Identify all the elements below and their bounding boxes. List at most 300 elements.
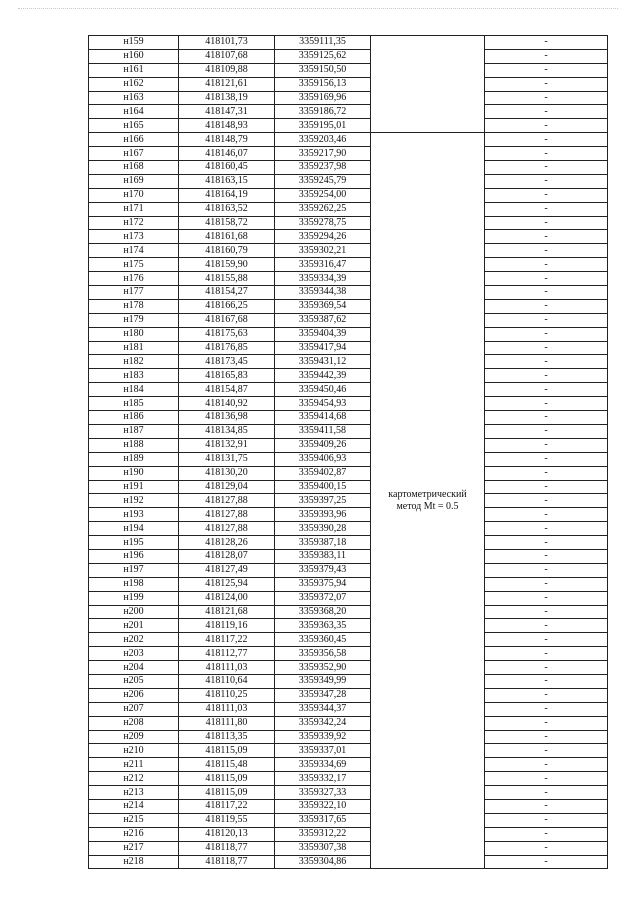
point-name-cell: н169 — [89, 174, 179, 188]
x-coordinate-cell: 418166,25 — [179, 299, 275, 313]
x-coordinate-cell: 418175,63 — [179, 327, 275, 341]
point-name-cell: н217 — [89, 841, 179, 855]
point-name-cell: н190 — [89, 466, 179, 480]
point-name-cell: н175 — [89, 258, 179, 272]
y-coordinate-cell: 3359387,62 — [275, 313, 371, 327]
table-row — [89, 36, 608, 50]
x-coordinate-cell: 418127,88 — [179, 494, 275, 508]
table-row — [89, 91, 608, 105]
y-coordinate-cell: 3359379,43 — [275, 563, 371, 577]
table-row — [89, 827, 608, 841]
y-coordinate-cell: 3359334,69 — [275, 758, 371, 772]
y-coordinate-cell: 3359409,26 — [275, 438, 371, 452]
x-coordinate-cell: 418120,13 — [179, 827, 275, 841]
table-row — [89, 730, 608, 744]
point-name-cell: н167 — [89, 147, 179, 161]
y-coordinate-cell: 3359316,47 — [275, 258, 371, 272]
table-row — [89, 647, 608, 661]
accuracy-dash-cell: - — [485, 244, 608, 258]
y-coordinate-cell: 3359302,21 — [275, 244, 371, 258]
accuracy-dash-cell: - — [485, 411, 608, 425]
accuracy-dash-cell: - — [485, 758, 608, 772]
table-row — [89, 438, 608, 452]
accuracy-dash-cell: - — [485, 258, 608, 272]
x-coordinate-cell: 418163,52 — [179, 202, 275, 216]
point-name-cell: н185 — [89, 397, 179, 411]
table-row — [89, 494, 608, 508]
y-coordinate-cell: 3359307,38 — [275, 841, 371, 855]
point-name-cell: н177 — [89, 286, 179, 300]
point-name-cell: н178 — [89, 299, 179, 313]
point-name-cell: н159 — [89, 36, 179, 50]
point-name-cell: н163 — [89, 91, 179, 105]
x-coordinate-cell: 418160,79 — [179, 244, 275, 258]
accuracy-dash-cell: - — [485, 216, 608, 230]
table-row — [89, 563, 608, 577]
x-coordinate-cell: 418147,31 — [179, 105, 275, 119]
x-coordinate-cell: 418165,83 — [179, 369, 275, 383]
point-name-cell: н186 — [89, 411, 179, 425]
table-row — [89, 716, 608, 730]
accuracy-dash-cell: - — [485, 299, 608, 313]
point-name-cell: н202 — [89, 633, 179, 647]
x-coordinate-cell: 418140,92 — [179, 397, 275, 411]
point-name-cell: н215 — [89, 813, 179, 827]
table-row — [89, 411, 608, 425]
y-coordinate-cell: 3359442,39 — [275, 369, 371, 383]
point-name-cell: н214 — [89, 799, 179, 813]
point-name-cell: н200 — [89, 605, 179, 619]
point-name-cell: н164 — [89, 105, 179, 119]
x-coordinate-cell: 418155,88 — [179, 272, 275, 286]
scan-artifact-line — [18, 8, 618, 13]
y-coordinate-cell: 3359369,54 — [275, 299, 371, 313]
coordinates-table-body — [89, 36, 608, 869]
accuracy-dash-cell: - — [485, 452, 608, 466]
table-row — [89, 216, 608, 230]
accuracy-dash-cell: - — [485, 133, 608, 147]
y-coordinate-cell: 3359400,15 — [275, 480, 371, 494]
table-row — [89, 174, 608, 188]
table-row — [89, 758, 608, 772]
y-coordinate-cell: 3359411,58 — [275, 424, 371, 438]
y-coordinate-cell: 3359393,96 — [275, 508, 371, 522]
table-row — [89, 841, 608, 855]
x-coordinate-cell: 418115,48 — [179, 758, 275, 772]
x-coordinate-cell: 418115,09 — [179, 744, 275, 758]
accuracy-dash-cell: - — [485, 772, 608, 786]
x-coordinate-cell: 418111,03 — [179, 702, 275, 716]
x-coordinate-cell: 418131,75 — [179, 452, 275, 466]
accuracy-dash-cell: - — [485, 855, 608, 869]
point-name-cell: н208 — [89, 716, 179, 730]
accuracy-dash-cell: - — [485, 813, 608, 827]
accuracy-dash-cell: - — [485, 36, 608, 50]
accuracy-dash-cell: - — [485, 161, 608, 175]
y-coordinate-cell: 3359322,10 — [275, 799, 371, 813]
accuracy-dash-cell: - — [485, 424, 608, 438]
accuracy-dash-cell: - — [485, 549, 608, 563]
x-coordinate-cell: 418107,68 — [179, 49, 275, 63]
point-name-cell: н183 — [89, 369, 179, 383]
y-coordinate-cell: 3359349,99 — [275, 674, 371, 688]
table-row — [89, 633, 608, 647]
accuracy-dash-cell: - — [485, 77, 608, 91]
point-name-cell: н197 — [89, 563, 179, 577]
x-coordinate-cell: 418154,87 — [179, 383, 275, 397]
accuracy-dash-cell: - — [485, 786, 608, 800]
point-name-cell: н213 — [89, 786, 179, 800]
y-coordinate-cell: 3359156,13 — [275, 77, 371, 91]
accuracy-dash-cell: - — [485, 494, 608, 508]
table-row — [89, 161, 608, 175]
accuracy-dash-cell: - — [485, 202, 608, 216]
x-coordinate-cell: 418159,90 — [179, 258, 275, 272]
table-row — [89, 272, 608, 286]
table-row — [89, 591, 608, 605]
y-coordinate-cell: 3359347,28 — [275, 688, 371, 702]
point-name-cell: н189 — [89, 452, 179, 466]
point-name-cell: н210 — [89, 744, 179, 758]
point-name-cell: н201 — [89, 619, 179, 633]
accuracy-dash-cell: - — [485, 174, 608, 188]
accuracy-dash-cell: - — [485, 605, 608, 619]
table-row — [89, 313, 608, 327]
x-coordinate-cell: 418128,07 — [179, 549, 275, 563]
accuracy-dash-cell: - — [485, 438, 608, 452]
x-coordinate-cell: 418119,55 — [179, 813, 275, 827]
y-coordinate-cell: 3359254,00 — [275, 188, 371, 202]
table-row — [89, 133, 608, 147]
y-coordinate-cell: 3359390,28 — [275, 522, 371, 536]
y-coordinate-cell: 3359342,24 — [275, 716, 371, 730]
y-coordinate-cell: 3359337,01 — [275, 744, 371, 758]
x-coordinate-cell: 418136,98 — [179, 411, 275, 425]
table-row — [89, 661, 608, 675]
y-coordinate-cell: 3359387,18 — [275, 536, 371, 550]
y-coordinate-cell: 3359262,25 — [275, 202, 371, 216]
x-coordinate-cell: 418118,77 — [179, 841, 275, 855]
point-name-cell: н192 — [89, 494, 179, 508]
point-name-cell: н166 — [89, 133, 179, 147]
y-coordinate-cell: 3359317,65 — [275, 813, 371, 827]
method-cell-empty — [371, 36, 485, 133]
point-name-cell: н181 — [89, 341, 179, 355]
accuracy-dash-cell: - — [485, 716, 608, 730]
y-coordinate-cell: 3359186,72 — [275, 105, 371, 119]
table-row — [89, 299, 608, 313]
point-name-cell: н172 — [89, 216, 179, 230]
table-row — [89, 49, 608, 63]
y-coordinate-cell: 3359125,62 — [275, 49, 371, 63]
point-name-cell: н162 — [89, 77, 179, 91]
table-row — [89, 452, 608, 466]
table-row — [89, 855, 608, 869]
table-row — [89, 188, 608, 202]
accuracy-dash-cell: - — [485, 397, 608, 411]
x-coordinate-cell: 418121,68 — [179, 605, 275, 619]
x-coordinate-cell: 418134,85 — [179, 424, 275, 438]
y-coordinate-cell: 3359417,94 — [275, 341, 371, 355]
point-name-cell: н160 — [89, 49, 179, 63]
x-coordinate-cell: 418113,35 — [179, 730, 275, 744]
y-coordinate-cell: 3359360,45 — [275, 633, 371, 647]
table-row — [89, 549, 608, 563]
y-coordinate-cell: 3359278,75 — [275, 216, 371, 230]
x-coordinate-cell: 418158,72 — [179, 216, 275, 230]
table-row — [89, 202, 608, 216]
point-name-cell: н209 — [89, 730, 179, 744]
y-coordinate-cell: 3359454,93 — [275, 397, 371, 411]
accuracy-dash-cell: - — [485, 230, 608, 244]
accuracy-dash-cell: - — [485, 688, 608, 702]
table-row — [89, 536, 608, 550]
table-row — [89, 105, 608, 119]
table-row — [89, 147, 608, 161]
y-coordinate-cell: 3359203,46 — [275, 133, 371, 147]
x-coordinate-cell: 418128,26 — [179, 536, 275, 550]
table-row — [89, 244, 608, 258]
y-coordinate-cell: 3359344,37 — [275, 702, 371, 716]
table-row — [89, 383, 608, 397]
y-coordinate-cell: 3359375,94 — [275, 577, 371, 591]
point-name-cell: н199 — [89, 591, 179, 605]
table-row — [89, 813, 608, 827]
x-coordinate-cell: 418111,80 — [179, 716, 275, 730]
y-coordinate-cell: 3359332,17 — [275, 772, 371, 786]
point-name-cell: н171 — [89, 202, 179, 216]
accuracy-dash-cell: - — [485, 522, 608, 536]
table-row — [89, 577, 608, 591]
point-name-cell: н188 — [89, 438, 179, 452]
accuracy-dash-cell: - — [485, 466, 608, 480]
point-name-cell: н165 — [89, 119, 179, 133]
accuracy-dash-cell: - — [485, 383, 608, 397]
x-coordinate-cell: 418146,07 — [179, 147, 275, 161]
point-name-cell: н187 — [89, 424, 179, 438]
x-coordinate-cell: 418115,09 — [179, 786, 275, 800]
x-coordinate-cell: 418160,45 — [179, 161, 275, 175]
x-coordinate-cell: 418117,22 — [179, 799, 275, 813]
point-name-cell: н179 — [89, 313, 179, 327]
method-cell — [371, 133, 485, 869]
point-name-cell: н196 — [89, 549, 179, 563]
y-coordinate-cell: 3359339,92 — [275, 730, 371, 744]
y-coordinate-cell: 3359111,35 — [275, 36, 371, 50]
accuracy-dash-cell: - — [485, 702, 608, 716]
y-coordinate-cell: 3359352,90 — [275, 661, 371, 675]
point-name-cell: н180 — [89, 327, 179, 341]
x-coordinate-cell: 418110,25 — [179, 688, 275, 702]
point-name-cell: н207 — [89, 702, 179, 716]
x-coordinate-cell: 418173,45 — [179, 355, 275, 369]
point-name-cell: н218 — [89, 855, 179, 869]
y-coordinate-cell: 3359195,01 — [275, 119, 371, 133]
point-name-cell: н161 — [89, 63, 179, 77]
y-coordinate-cell: 3359304,86 — [275, 855, 371, 869]
table-row — [89, 508, 608, 522]
y-coordinate-cell: 3359368,20 — [275, 605, 371, 619]
accuracy-dash-cell: - — [485, 508, 608, 522]
table-row — [89, 341, 608, 355]
accuracy-dash-cell: - — [485, 63, 608, 77]
point-name-cell: н170 — [89, 188, 179, 202]
y-coordinate-cell: 3359383,11 — [275, 549, 371, 563]
y-coordinate-cell: 3359397,25 — [275, 494, 371, 508]
table-row — [89, 369, 608, 383]
x-coordinate-cell: 418164,19 — [179, 188, 275, 202]
table-row — [89, 466, 608, 480]
point-name-cell: н193 — [89, 508, 179, 522]
table-row — [89, 772, 608, 786]
accuracy-dash-cell: - — [485, 744, 608, 758]
y-coordinate-cell: 3359344,38 — [275, 286, 371, 300]
table-row — [89, 702, 608, 716]
point-name-cell: н211 — [89, 758, 179, 772]
x-coordinate-cell: 418127,49 — [179, 563, 275, 577]
accuracy-dash-cell: - — [485, 105, 608, 119]
point-name-cell: н212 — [89, 772, 179, 786]
coordinates-table — [88, 35, 608, 869]
accuracy-dash-cell: - — [485, 49, 608, 63]
x-coordinate-cell: 418130,20 — [179, 466, 275, 480]
y-coordinate-cell: 3359402,87 — [275, 466, 371, 480]
point-name-cell: н191 — [89, 480, 179, 494]
table-row — [89, 397, 608, 411]
accuracy-dash-cell: - — [485, 188, 608, 202]
accuracy-dash-cell: - — [485, 313, 608, 327]
table-row — [89, 230, 608, 244]
y-coordinate-cell: 3359150,50 — [275, 63, 371, 77]
x-coordinate-cell: 418129,04 — [179, 480, 275, 494]
point-name-cell: н194 — [89, 522, 179, 536]
x-coordinate-cell: 418132,91 — [179, 438, 275, 452]
y-coordinate-cell: 3359450,46 — [275, 383, 371, 397]
y-coordinate-cell: 3359363,35 — [275, 619, 371, 633]
table-row — [89, 799, 608, 813]
accuracy-dash-cell: - — [485, 591, 608, 605]
table-row — [89, 674, 608, 688]
accuracy-dash-cell: - — [485, 355, 608, 369]
x-coordinate-cell: 418127,88 — [179, 522, 275, 536]
accuracy-dash-cell: - — [485, 536, 608, 550]
table-row — [89, 688, 608, 702]
y-coordinate-cell: 3359414,68 — [275, 411, 371, 425]
table-row — [89, 619, 608, 633]
accuracy-dash-cell: - — [485, 827, 608, 841]
x-coordinate-cell: 418121,61 — [179, 77, 275, 91]
point-name-cell: н168 — [89, 161, 179, 175]
table-row — [89, 119, 608, 133]
accuracy-dash-cell: - — [485, 327, 608, 341]
table-row — [89, 744, 608, 758]
point-name-cell: н204 — [89, 661, 179, 675]
table-row — [89, 605, 608, 619]
table-row — [89, 258, 608, 272]
table-row — [89, 286, 608, 300]
x-coordinate-cell: 418117,22 — [179, 633, 275, 647]
x-coordinate-cell: 418148,93 — [179, 119, 275, 133]
point-name-cell: н174 — [89, 244, 179, 258]
x-coordinate-cell: 418111,03 — [179, 661, 275, 675]
x-coordinate-cell: 418127,88 — [179, 508, 275, 522]
point-name-cell: н205 — [89, 674, 179, 688]
accuracy-dash-cell: - — [485, 341, 608, 355]
accuracy-dash-cell: - — [485, 286, 608, 300]
accuracy-dash-cell: - — [485, 661, 608, 675]
accuracy-dash-cell: - — [485, 674, 608, 688]
accuracy-dash-cell: - — [485, 272, 608, 286]
accuracy-dash-cell: - — [485, 119, 608, 133]
point-name-cell: н184 — [89, 383, 179, 397]
x-coordinate-cell: 418148,79 — [179, 133, 275, 147]
accuracy-dash-cell: - — [485, 619, 608, 633]
y-coordinate-cell: 3359404,39 — [275, 327, 371, 341]
table-row — [89, 480, 608, 494]
method-text-line1: картометрический — [388, 488, 467, 500]
accuracy-dash-cell: - — [485, 647, 608, 661]
accuracy-dash-cell: - — [485, 369, 608, 383]
accuracy-dash-cell: - — [485, 147, 608, 161]
x-coordinate-cell: 418163,15 — [179, 174, 275, 188]
y-coordinate-cell: 3359431,12 — [275, 355, 371, 369]
x-coordinate-cell: 418112,77 — [179, 647, 275, 661]
y-coordinate-cell: 3359217,90 — [275, 147, 371, 161]
y-coordinate-cell: 3359312,22 — [275, 827, 371, 841]
table-row — [89, 63, 608, 77]
y-coordinate-cell: 3359356,58 — [275, 647, 371, 661]
point-name-cell: н182 — [89, 355, 179, 369]
table-row — [89, 355, 608, 369]
table-row — [89, 327, 608, 341]
y-coordinate-cell: 3359334,39 — [275, 272, 371, 286]
y-coordinate-cell: 3359169,96 — [275, 91, 371, 105]
accuracy-dash-cell: - — [485, 730, 608, 744]
point-name-cell: н216 — [89, 827, 179, 841]
x-coordinate-cell: 418119,16 — [179, 619, 275, 633]
x-coordinate-cell: 418167,68 — [179, 313, 275, 327]
x-coordinate-cell: 418161,68 — [179, 230, 275, 244]
table-row — [89, 77, 608, 91]
accuracy-dash-cell: - — [485, 563, 608, 577]
y-coordinate-cell: 3359372,07 — [275, 591, 371, 605]
x-coordinate-cell: 418101,73 — [179, 36, 275, 50]
accuracy-dash-cell: - — [485, 480, 608, 494]
x-coordinate-cell: 418115,09 — [179, 772, 275, 786]
y-coordinate-cell: 3359245,79 — [275, 174, 371, 188]
x-coordinate-cell: 418138,19 — [179, 91, 275, 105]
x-coordinate-cell: 418110,64 — [179, 674, 275, 688]
accuracy-dash-cell: - — [485, 633, 608, 647]
accuracy-dash-cell: - — [485, 577, 608, 591]
point-name-cell: н206 — [89, 688, 179, 702]
point-name-cell: н198 — [89, 577, 179, 591]
x-coordinate-cell: 418125,94 — [179, 577, 275, 591]
x-coordinate-cell: 418176,85 — [179, 341, 275, 355]
x-coordinate-cell: 418109,88 — [179, 63, 275, 77]
accuracy-dash-cell: - — [485, 91, 608, 105]
x-coordinate-cell: 418154,27 — [179, 286, 275, 300]
accuracy-dash-cell: - — [485, 841, 608, 855]
table-row — [89, 424, 608, 438]
x-coordinate-cell: 418118,77 — [179, 855, 275, 869]
accuracy-dash-cell: - — [485, 799, 608, 813]
point-name-cell: н176 — [89, 272, 179, 286]
table-row — [89, 786, 608, 800]
y-coordinate-cell: 3359237,98 — [275, 161, 371, 175]
point-name-cell: н203 — [89, 647, 179, 661]
method-text-line2: метод Mt = 0.5 — [396, 500, 459, 512]
